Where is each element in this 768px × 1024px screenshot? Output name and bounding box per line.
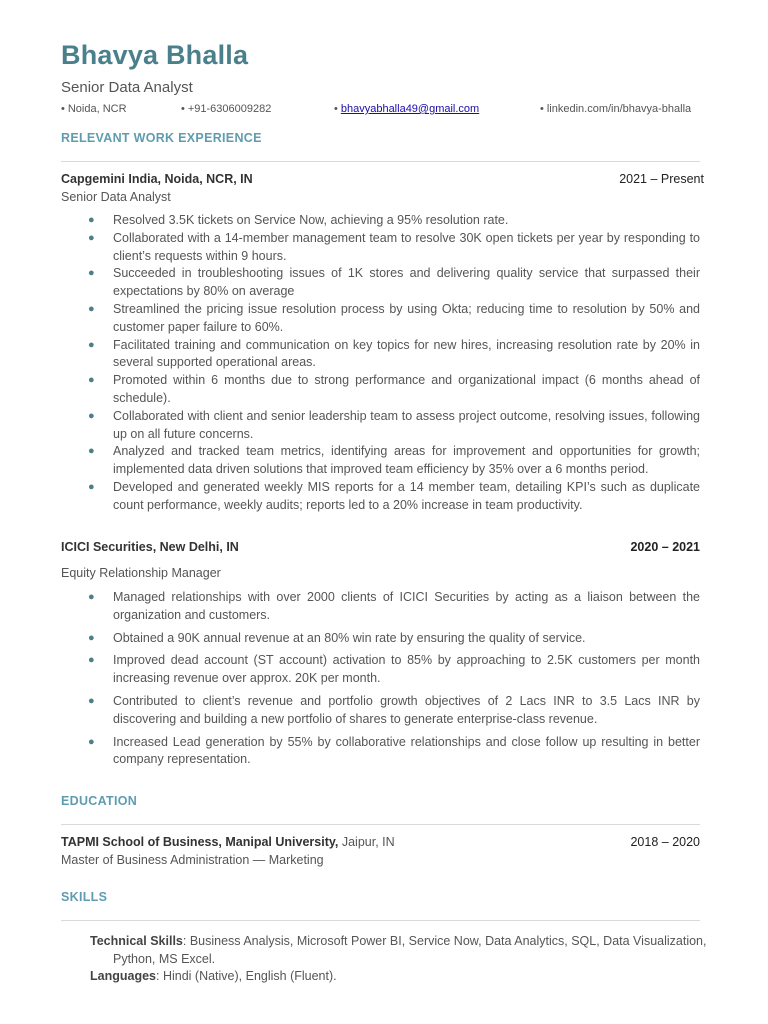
contact-phone xyxy=(181,103,271,115)
bullet-text: Developed and generated weekly MIS reports for a 14 member team, detailing KPI’s such as duplicate count performance, weekly audits; reports led to a 20% increase in team productivity. xyxy=(113,479,700,512)
contact-location xyxy=(61,103,127,115)
education-school-line xyxy=(61,835,395,849)
bullet-glyph: • xyxy=(540,103,544,115)
bullet-icon: ● xyxy=(88,374,95,387)
candidate-title: Senior Data Analyst xyxy=(61,79,193,96)
skills-technical-value: : Business Analysis, Microsoft Power BI, Service Now, Data Analytics, SQL, Data Visualization, Python, MS Excel. xyxy=(113,934,707,966)
skills-languages-label: Languages xyxy=(90,969,156,983)
bullet-text: Succeeded in troubleshooting issues of 1K stores and delivering quality service that surpassed their expectations by 80% on average xyxy=(113,266,700,299)
list-item xyxy=(88,372,700,408)
bullet-icon: ● xyxy=(88,338,95,351)
section-title-experience: RELEVANT WORK EXPERIENCE xyxy=(61,131,262,145)
job-header xyxy=(61,172,704,186)
skills-languages xyxy=(90,968,710,986)
section-title-education: EDUCATION xyxy=(61,794,138,808)
job-bullets xyxy=(88,589,700,769)
bullet-text: Resolved 3.5K tickets on Service Now, achieving a 95% resolution rate. xyxy=(113,213,509,227)
bullet-icon: ● xyxy=(88,735,95,748)
list-item xyxy=(88,265,700,301)
list-item xyxy=(88,589,700,625)
bullet-icon: ● xyxy=(88,231,95,244)
bullet-text: Promoted within 6 months due to strong performance and organizational impact (6 months ahead of schedule). xyxy=(113,373,700,405)
bullet-icon: ● xyxy=(88,267,95,280)
bullet-text: Collaborated with a 14-member management team to resolve 30K open tickets per year by responding to client’s requests within 9 hours. xyxy=(113,230,700,263)
bullet-icon: ● xyxy=(88,654,95,667)
skills-block xyxy=(90,933,710,986)
education-header xyxy=(61,835,700,849)
section-divider xyxy=(61,161,700,162)
section-divider xyxy=(61,824,700,825)
list-item xyxy=(88,693,700,729)
list-item xyxy=(88,479,700,515)
bullet-text: Collaborated with client and senior leadership team to assess project outcome, resolving issues, following up on all future concerns. xyxy=(113,408,700,441)
job-company: Capgemini India, Noida, NCR, IN xyxy=(61,172,253,186)
bullet-icon: ● xyxy=(88,480,95,493)
bullet-text: Obtained a 90K annual revenue at an 80% win rate by ensuring the quality of service. xyxy=(113,630,586,645)
bullet-glyph: • xyxy=(334,103,338,115)
education-dates: 2018 – 2020 xyxy=(630,835,700,849)
list-item xyxy=(88,630,700,648)
list-item xyxy=(88,337,700,373)
bullet-icon: ● xyxy=(88,409,95,422)
skills-languages-value: : Hindi (Native), English (Fluent). xyxy=(156,969,337,983)
job-role: Senior Data Analyst xyxy=(61,190,171,204)
job-header xyxy=(61,540,700,554)
list-item xyxy=(88,443,700,479)
bullet-text: Facilitated training and communication on key topics for new hires, increasing resolution rate by 20% in several supported operational areas. xyxy=(113,337,700,370)
bullet-icon: ● xyxy=(88,302,95,315)
phone-text: +91-6306009282 xyxy=(187,103,272,115)
bullet-text: Improved dead account (ST account) activation to 85% by approaching to 2.5K customers per month increasing revenue over approx. 20K per month. xyxy=(113,653,700,686)
linkedin-text[interactable]: linkedin.com/in/bhavya-bhalla xyxy=(546,103,692,115)
section-title-skills: SKILLS xyxy=(61,890,108,904)
list-item xyxy=(88,230,700,266)
candidate-name: Bhavya Bhalla xyxy=(61,40,249,70)
email-link[interactable]: bhavyabhalla49@gmail.com xyxy=(340,103,480,115)
bullet-glyph: • xyxy=(181,103,185,115)
bullet-text: Contributed to client’s revenue and portfolio growth objectives of 2 Lacs INR to 3.5 Lacs INR by discovering and building a new portfolio of shares to generate enterprise-class revenue. xyxy=(113,693,700,726)
location-text: Noida, NCR xyxy=(67,103,127,115)
bullet-text: Increased Lead generation by 55% by collaborative relationships and close follow up resulting in better company representation. xyxy=(113,734,700,767)
bullet-icon: ● xyxy=(88,591,95,603)
job-dates: 2020 – 2021 xyxy=(630,540,700,554)
list-item xyxy=(88,652,700,688)
bullet-glyph: • xyxy=(61,103,65,115)
section-divider xyxy=(61,920,700,921)
job-bullets xyxy=(88,212,700,515)
bullet-icon: ● xyxy=(88,694,95,707)
job-dates: 2021 – Present xyxy=(619,172,704,186)
list-item xyxy=(88,212,700,230)
bullet-icon: ● xyxy=(88,214,95,226)
education-degree: Master of Business Administration — Marketing xyxy=(61,853,324,867)
education-school: TAPMI School of Business, Manipal University, xyxy=(61,835,339,849)
skills-technical xyxy=(90,933,710,968)
job-role: Equity Relationship Manager xyxy=(61,566,221,580)
bullet-text: Streamlined the pricing issue resolution process by using Okta; reducing time to resolution by 50% and customer paper failure to 60%. xyxy=(113,301,700,334)
bullet-icon: ● xyxy=(88,631,95,644)
bullet-text: Analyzed and tracked team metrics, identifying areas for improvement and opportunities for growth; implemented data driven solutions that improved team efficiency by 35% over a 6 months period. xyxy=(113,444,700,477)
list-item xyxy=(88,734,700,770)
contact-email xyxy=(334,103,479,115)
education-location: Jaipur, IN xyxy=(338,835,395,849)
skills-technical-label: Technical Skills xyxy=(90,934,183,948)
contact-linkedin xyxy=(540,103,691,115)
bullet-text: Managed relationships with over 2000 clients of ICICI Securities by acting as a liaison between the organization and customers. xyxy=(113,590,700,622)
bullet-icon: ● xyxy=(88,445,95,458)
job-company: ICICI Securities, New Delhi, IN xyxy=(61,540,239,554)
list-item xyxy=(88,301,700,337)
list-item xyxy=(88,408,700,444)
